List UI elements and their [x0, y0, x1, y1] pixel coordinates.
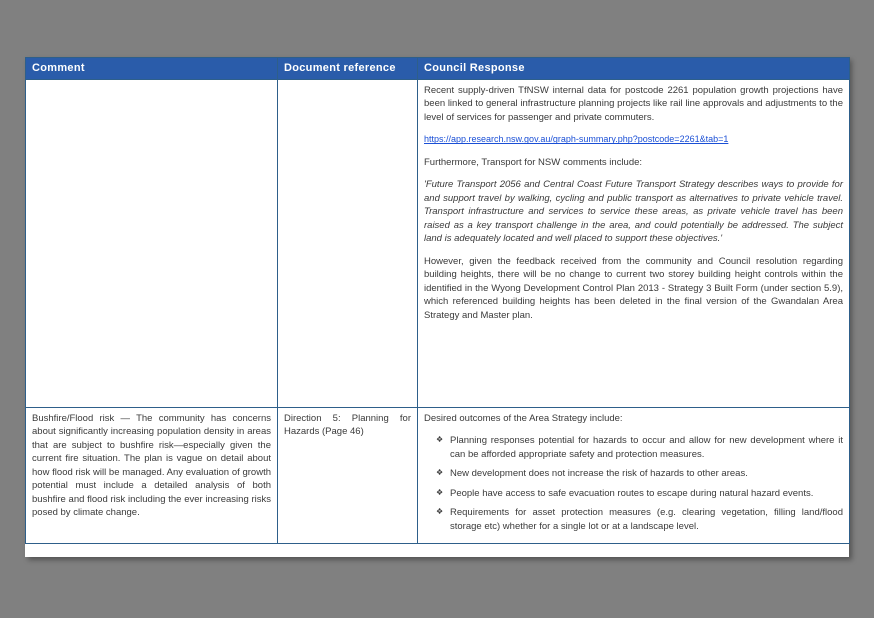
column-header-council-response: Council Response: [418, 58, 850, 80]
response-paragraph-3: However, given the feedback received from the community and Council resolution regarding building heights, there will be no change to current two storey building height controls within the identified in the Wyong Development Control Plan 2013 - Strategy 3 Built Form (under section 5.9), which referenced building heights has been deleted in the final version of the Gwandalan Area Strategy and Master plan.: [424, 255, 843, 321]
response-paragraph-1: Recent supply-driven TfNSW internal data for postcode 2261 population growth projections have been linked to general infrastructure planning projects like rail line approvals and adjustments to the level of services for passenger and private commuters.: [424, 85, 843, 123]
research-nsw-link[interactable]: https://app.research.nsw.gov.au/graph-summary.php?postcode=2261&tab=1: [424, 134, 729, 145]
list-item: ❖ Requirements for asset protection measures (e.g. clearing vegetation, filling land/flood storage etc) whether for a single lot or at a landscape level.: [440, 506, 843, 533]
response-bullet-list: [424, 434, 843, 533]
cell-comment-2: Bushfire/Flood risk — The community has concerns about significantly increasing population density in areas that are subject to bushfire risk—especially given the current fire situation. The plan is vague on detail about how flood risk will be managed. Any evaluation of growth potential must include a detailed analysis of both bushfire and flood risk including the ever increasing risks posed by climate change.: [26, 408, 278, 544]
cell-comment-1: [26, 80, 278, 408]
list-item: ❖ People have access to safe evacuation routes to escape during natural hazard events.: [440, 487, 843, 500]
response-quote: 'Future Transport 2056 and Central Coast Future Transport Strategy describes ways to provide for and support travel by walking, cycling and public transport as alternatives to private vehicle travel. Transport infrastructure and services to service these areas, as private vehicle travel has been raised as a key transport challenge in the area, and could potentially be addressed. The subject land is adequately located and well placed to support these objectives.': [424, 179, 843, 245]
table-header-row: [26, 58, 850, 80]
column-header-document-reference: Document reference: [278, 58, 418, 80]
list-item: ❖ Planning responses potential for hazards to occur and allow for new development where it can be afforded appropriate safety and protection measures.: [440, 434, 843, 461]
response-paragraph-2: Furthermore, Transport for NSW comments include:: [424, 156, 643, 168]
table-body: [26, 80, 850, 544]
list-item: ❖ New development does not increase the risk of hazards to other areas.: [440, 467, 843, 480]
document-page: [25, 57, 849, 557]
response-intro: Desired outcomes of the Area Strategy include:: [424, 413, 623, 424]
table-header: [26, 58, 850, 80]
cell-document-reference-1: [278, 80, 418, 408]
column-header-comment: Comment: [26, 58, 278, 80]
table-row: [26, 80, 850, 408]
comments-response-table: [25, 57, 850, 544]
table-row: [26, 408, 850, 544]
cell-document-reference-2: Direction 5: Planning for Hazards (Page 46): [278, 408, 418, 544]
cell-council-response-1: [418, 80, 850, 408]
cell-council-response-2: [418, 408, 850, 544]
